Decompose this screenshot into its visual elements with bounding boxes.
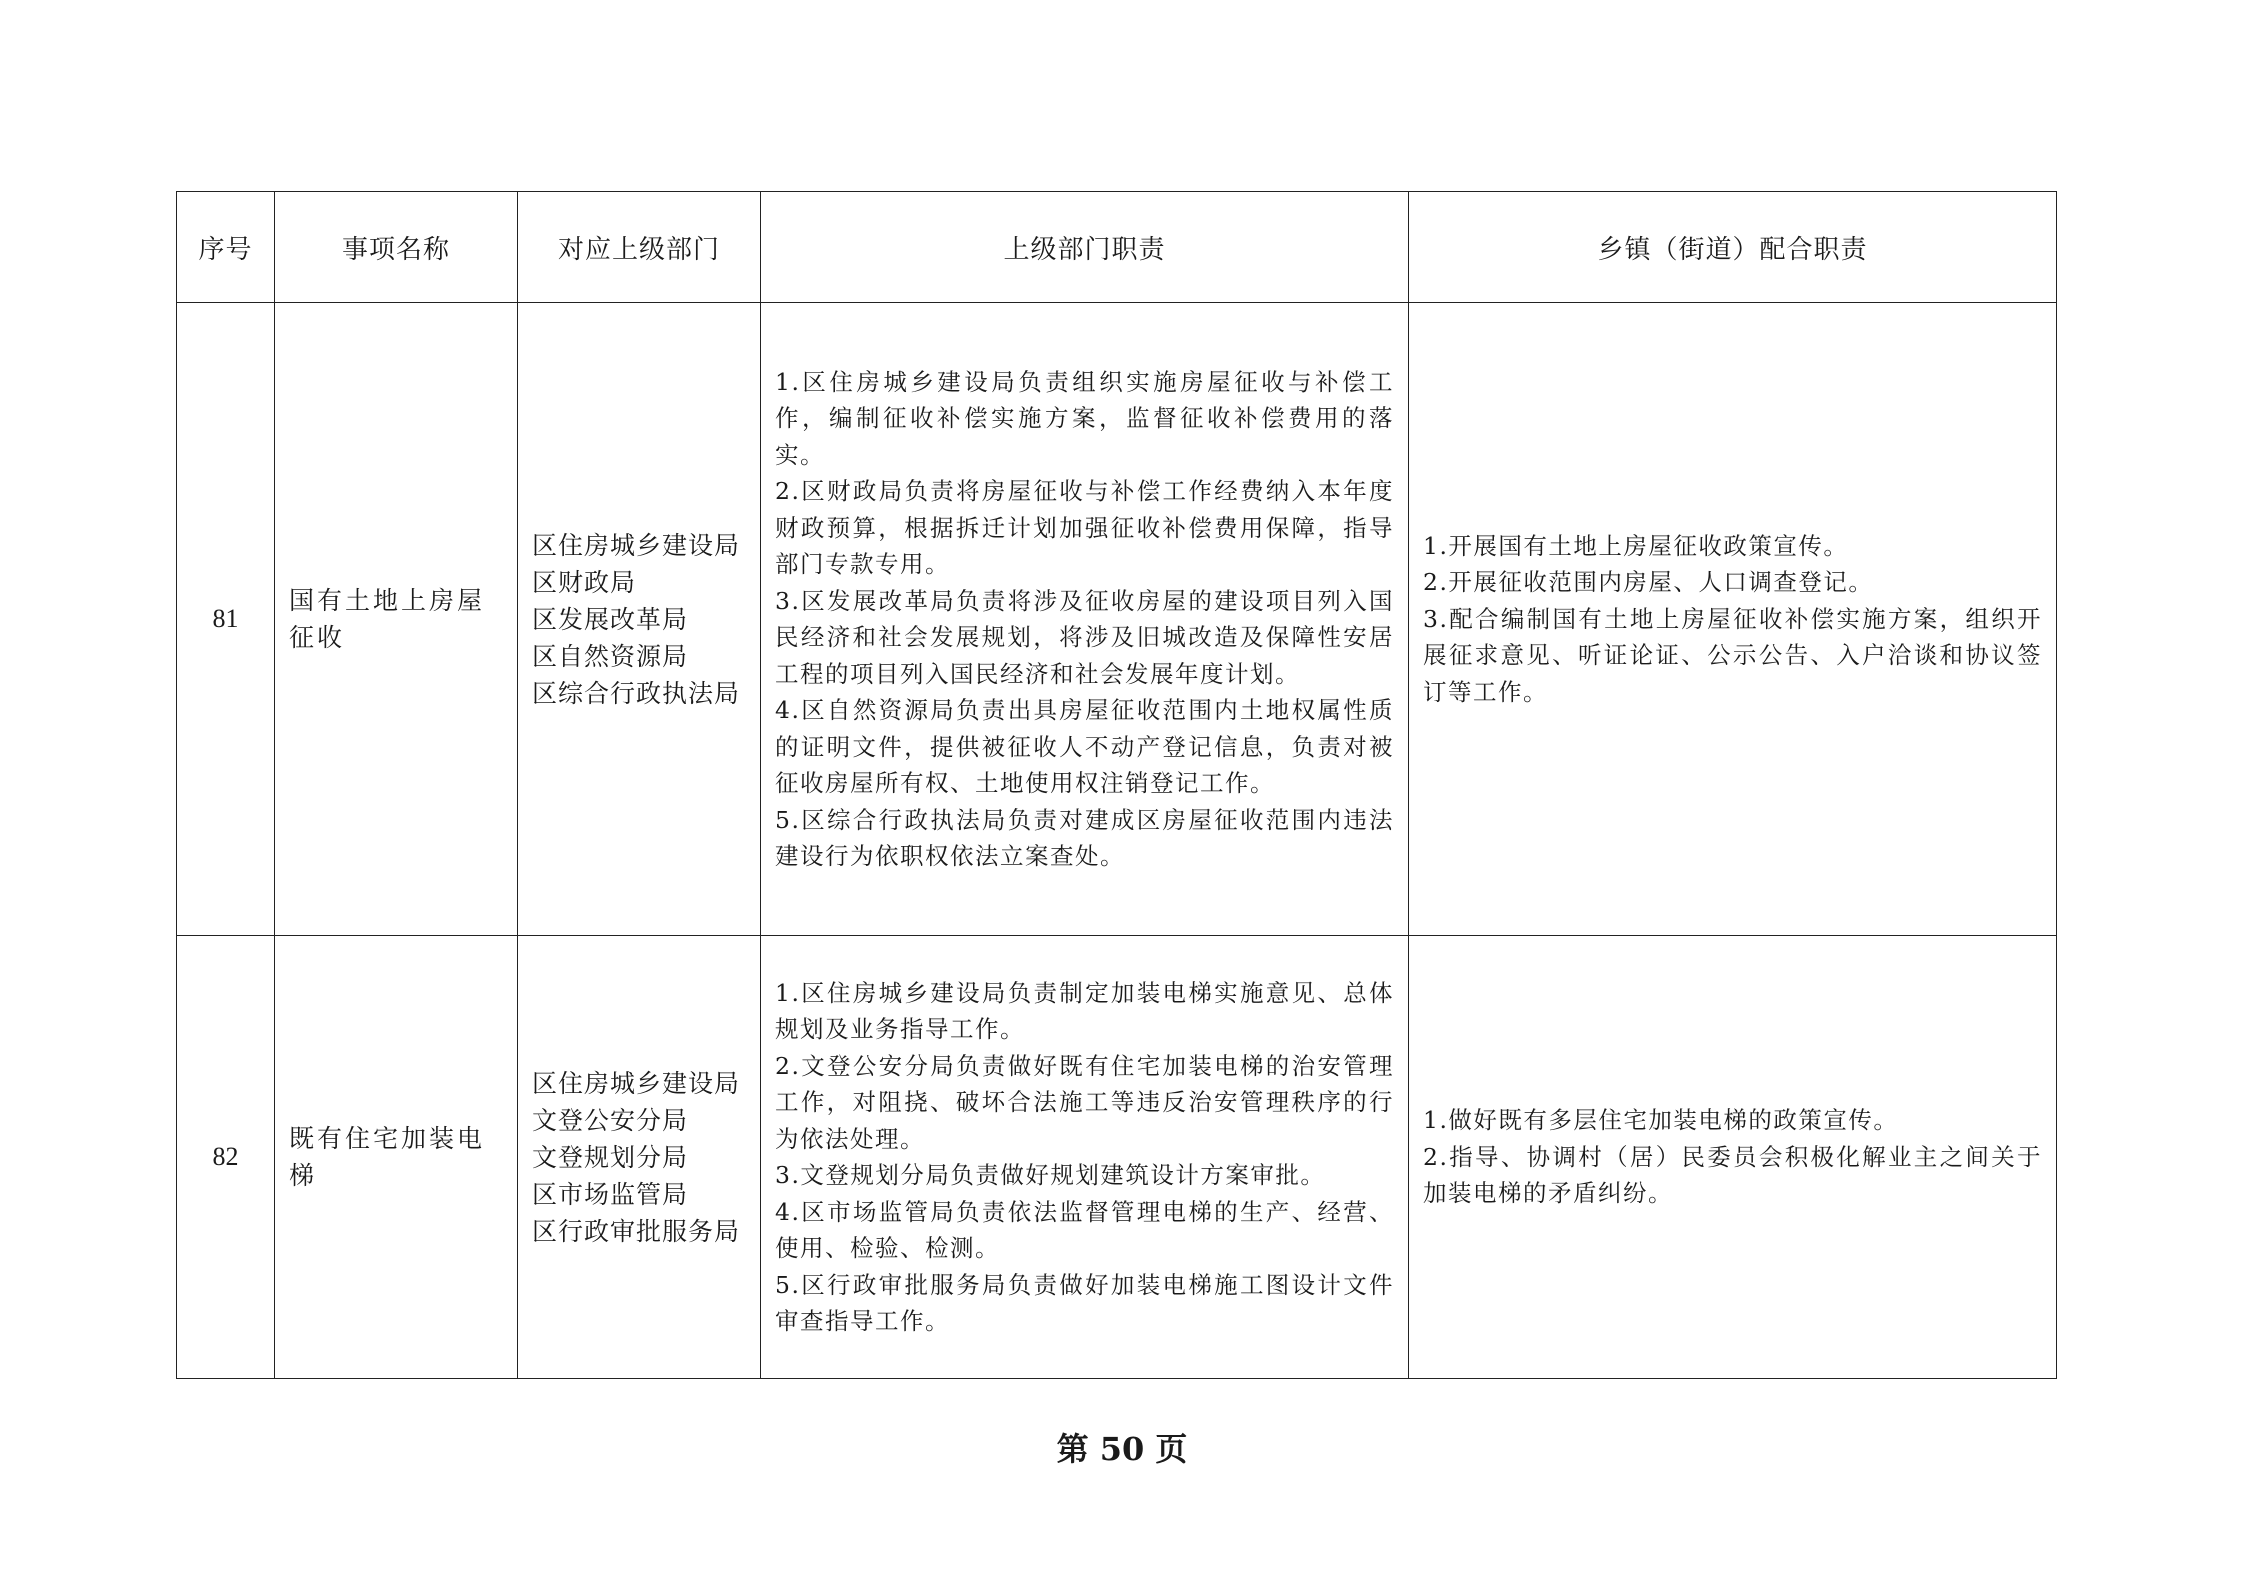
dept-item: 文登公安分局 [532, 1105, 689, 1135]
dept-item: 区财政局 [532, 567, 637, 597]
duty-item: 2.文登公安分局负责做好既有住宅加装电梯的治安管理工作，对阻挠、破坏合法施工等违反治安管理秩序的行为依法处理。 [775, 1051, 1394, 1153]
duty-item: 3.区发展改革局负责将涉及征收房屋的建设项目列入国民经济和社会发展规划，将涉及旧城改造及保障性安居工程的项目列入国民经济和社会发展年度计划。 [775, 586, 1394, 688]
duty-item: 1.区住房城乡建设局负责制定加装电梯实施意见、总体规划及业务指导工作。 [775, 978, 1394, 1043]
duty-item: 5.区行政审批服务局负责做好加装电梯施工图设计文件审查指导工作。 [775, 1270, 1394, 1335]
item-name: 既有住宅加装电梯 [275, 936, 518, 1379]
duty-item: 1.区住房城乡建设局负责组织实施房屋征收与补偿工作，编制征收补偿实施方案，监督征收补偿费用的落实。 [775, 367, 1394, 469]
dept-list [518, 303, 761, 936]
dept-item: 区自然资源局 [532, 641, 689, 671]
coop-item: 2.开展征收范围内房屋、人口调查登记。 [1423, 568, 1874, 597]
item-name: 国有土地上房屋征收 [275, 303, 518, 936]
coop-item: 1.做好既有多层住宅加装电梯的政策宣传。 [1423, 1106, 1899, 1135]
table-header-row [177, 192, 2057, 303]
duty-item: 4.区市场监管局负责依法监督管理电梯的生产、经营、使用、检验、检测。 [775, 1197, 1394, 1262]
dept-item: 区行政审批服务局 [532, 1216, 741, 1246]
coop-item: 1.开展国有土地上房屋征收政策宣传。 [1423, 531, 1849, 560]
header-no: 序号 [177, 192, 275, 303]
table-row [177, 936, 2057, 1379]
duties-list [761, 936, 1409, 1379]
dept-item: 区发展改革局 [532, 604, 689, 634]
row-number: 82 [177, 936, 275, 1379]
dept-item: 区住房城乡建设局 [532, 530, 741, 560]
row-number: 81 [177, 303, 275, 936]
dept-item: 区住房城乡建设局 [532, 1068, 741, 1098]
duties-list [761, 303, 1409, 936]
coop-item: 2.指导、协调村（居）民委员会积极化解业主之间关于加装电梯的矛盾纠纷。 [1423, 1142, 2042, 1208]
dept-list [518, 936, 761, 1379]
table-row [177, 303, 2057, 936]
header-duties: 上级部门职责 [761, 192, 1409, 303]
header-coop: 乡镇（街道）配合职责 [1409, 192, 2057, 303]
coop-list [1409, 303, 2057, 936]
coop-list [1409, 936, 2057, 1379]
duty-item: 4.区自然资源局负责出具房屋征收范围内土地权属性质的证明文件，提供被征收人不动产登记信息，负责对被征收房屋所有权、土地使用权注销登记工作。 [775, 696, 1394, 797]
page-number: 第 50 页 [1056, 1430, 1188, 1468]
responsibility-table [176, 191, 2057, 1379]
header-name: 事项名称 [275, 192, 518, 303]
duty-item: 3.文登规划分局负责做好规划建筑设计方案审批。 [775, 1161, 1326, 1189]
duty-item: 2.区财政局负责将房屋征收与补偿工作经费纳入本年度财政预算，根据拆迁计划加强征收补偿费用保障，指导部门专款专用。 [775, 477, 1394, 578]
dept-item: 文登规划分局 [532, 1142, 689, 1172]
coop-item: 3.配合编制国有土地上房屋征收补偿实施方案，组织开展征求意见、听证论证、公示公告、入户洽谈和协议签订等工作。 [1423, 604, 2042, 706]
dept-item: 区市场监管局 [532, 1179, 689, 1209]
dept-item: 区综合行政执法局 [532, 678, 741, 708]
header-dept: 对应上级部门 [518, 192, 761, 303]
duty-item: 5.区综合行政执法局负责对建成区房屋征收范围内违法建设行为依职权依法立案查处。 [775, 805, 1394, 870]
